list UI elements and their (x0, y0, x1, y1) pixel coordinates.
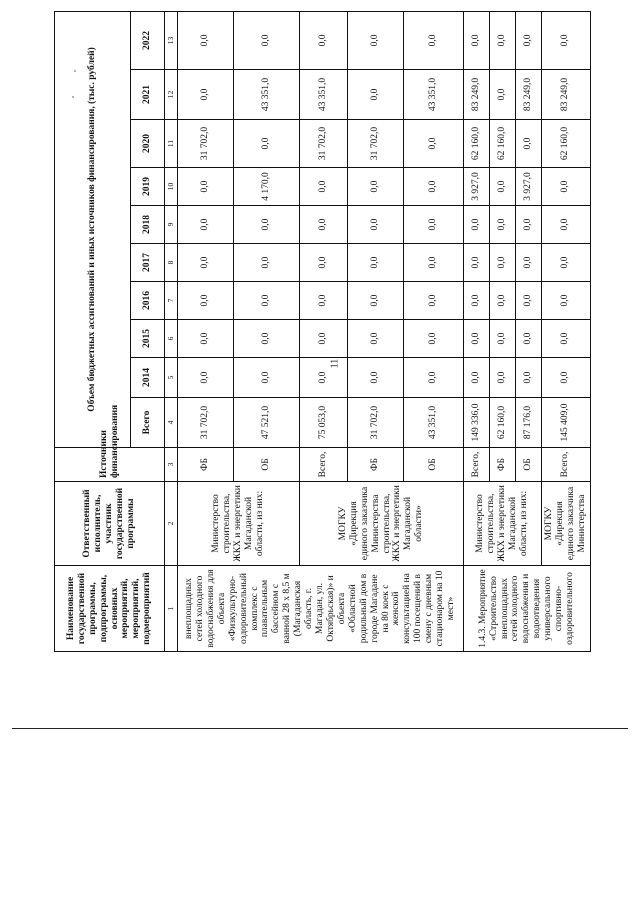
measure-name: 1.4.3. Мероприятие «Строительство внеплощадных сетей холодного водоснабжения и водоотведения универсального спортивно-оздоровительного (464, 566, 591, 652)
value-cell: 0,0 (404, 282, 464, 320)
value-cell: 0,0 (490, 206, 516, 244)
value-cell: 0,0 (178, 244, 234, 282)
header-source: Источники финансирования (55, 448, 165, 482)
column-number: 3 (165, 448, 178, 482)
value-cell: 0,0 (404, 320, 464, 358)
value-cell: 0,0 (490, 168, 516, 206)
value-cell: 0,0 (516, 358, 542, 398)
measure-name: внеплощадных сетей холодного водоснабжения для объекта «Физкультурно-оздоровительный комплекс с плавательным бассейном с ванной 28 х 8,5 м (Магаданская область, г. Магадан, ул. Октябрьская)» и объекта «Областной родильный дом в городе Магадане на 80 коек с женской консультацией на 100 посещений в смену с дневным стационаром на 10 мест» (178, 566, 464, 652)
value-cell: 0,0 (542, 282, 591, 320)
value-cell: 0,0 (348, 11, 404, 69)
value-cell: 87 176,0 (516, 398, 542, 448)
header-executor: Ответственный исполнитель, участник государственной программы (55, 482, 165, 566)
value-cell: 0,0 (404, 206, 464, 244)
column-number: 1 (165, 566, 178, 652)
value-cell: 31 702,0 (348, 398, 404, 448)
value-cell: 0,0 (234, 320, 300, 358)
value-cell: 83 249,0 (542, 70, 591, 120)
value-cell: 0,0 (178, 282, 234, 320)
header-year: Всего (131, 398, 165, 448)
value-cell: 31 702,0 (178, 120, 234, 168)
column-number: 6 (165, 320, 178, 358)
value-cell: 31 702,0 (178, 398, 234, 448)
value-cell: 62 160,0 (464, 120, 490, 168)
value-cell: 31 702,0 (300, 120, 348, 168)
value-cell: 0,0 (516, 206, 542, 244)
column-number: 8 (165, 244, 178, 282)
value-cell: 0,0 (542, 244, 591, 282)
value-cell: 0,0 (300, 168, 348, 206)
header-year: 2016 (131, 282, 165, 320)
value-cell: 43 351,0 (300, 70, 348, 120)
header-year: 2019 (131, 168, 165, 206)
column-number: 7 (165, 282, 178, 320)
funding-source: Всего, (542, 448, 591, 482)
value-cell: 62 160,0 (490, 398, 516, 448)
value-cell: 0,0 (300, 206, 348, 244)
column-number: 5 (165, 358, 178, 398)
value-cell: 4 170,0 (234, 168, 300, 206)
value-cell: 0,0 (404, 120, 464, 168)
value-cell: 0,0 (516, 244, 542, 282)
funding-source: ОБ (404, 448, 464, 482)
value-cell: 0,0 (516, 120, 542, 168)
column-number: 10 (165, 168, 178, 206)
value-cell: 0,0 (300, 244, 348, 282)
value-cell: 0,0 (516, 282, 542, 320)
value-cell: 0,0 (542, 358, 591, 398)
value-cell: 0,0 (348, 320, 404, 358)
value-cell: 31 702,0 (348, 120, 404, 168)
value-cell: 0,0 (464, 282, 490, 320)
column-number: 9 (165, 206, 178, 244)
column-number: 11 (165, 120, 178, 168)
value-cell: 149 336,0 (464, 398, 490, 448)
value-cell: 0,0 (234, 282, 300, 320)
value-cell: 0,0 (542, 168, 591, 206)
value-cell: 0,0 (516, 320, 542, 358)
value-cell: 3 927,0 (464, 168, 490, 206)
executor-ministry: Министерство строительства, ЖКХ и энергетики Магаданской области, из них: (178, 482, 300, 566)
value-cell: 0,0 (404, 358, 464, 398)
value-cell: 43 351,0 (404, 398, 464, 448)
header-year: 2017 (131, 244, 165, 282)
value-cell: 0,0 (404, 168, 464, 206)
header-year: 2014 (131, 358, 165, 398)
value-cell: 0,0 (234, 358, 300, 398)
value-cell: 0,0 (348, 244, 404, 282)
header-year: 2015 (131, 320, 165, 358)
funding-source: ФБ (178, 448, 234, 482)
value-cell: 0,0 (490, 320, 516, 358)
value-cell: 0,0 (490, 282, 516, 320)
value-cell: 0,0 (542, 11, 591, 69)
funding-source: Всего, (300, 448, 348, 482)
header-year: 2022 (131, 11, 165, 69)
value-cell: 0,0 (490, 70, 516, 120)
value-cell: 0,0 (464, 320, 490, 358)
value-cell: 0,0 (178, 11, 234, 69)
value-cell: 43 351,0 (234, 70, 300, 120)
value-cell: 0,0 (178, 70, 234, 120)
value-cell: 0,0 (178, 168, 234, 206)
value-cell: 0,0 (300, 282, 348, 320)
value-cell: 0,0 (348, 168, 404, 206)
value-cell: 0,0 (490, 358, 516, 398)
value-cell: 62 160,0 (490, 120, 516, 168)
value-cell: 75 053,0 (300, 398, 348, 448)
value-cell: 145 409,0 (542, 398, 591, 448)
executor-mogku: МОГКУ «Дирекция единого заказчика Министерства строительства, ЖКХ и энергетики Магаданской области» (300, 482, 464, 566)
column-number: 13 (165, 11, 178, 69)
column-number: 4 (165, 398, 178, 448)
value-cell: 0,0 (348, 358, 404, 398)
header-name: Наименование государственной программы, подпрограммы, основных мероприятий, мероприятий, подмероприятий (55, 566, 165, 652)
funding-source: ОБ (234, 448, 300, 482)
financing-table (54, 11, 591, 652)
value-cell: 0,0 (300, 358, 348, 398)
value-cell: 0,0 (490, 11, 516, 69)
value-cell: 0,0 (178, 358, 234, 398)
value-cell: 43 351,0 (404, 70, 464, 120)
value-cell: 0,0 (542, 320, 591, 358)
page-divider-line (12, 728, 628, 729)
value-cell: 0,0 (464, 206, 490, 244)
value-cell: 83 249,0 (516, 70, 542, 120)
value-cell: 0,0 (234, 120, 300, 168)
rotated-table-container (54, 12, 634, 652)
value-cell: 0,0 (300, 320, 348, 358)
value-cell: 0,0 (234, 206, 300, 244)
funding-source: Всего, (464, 448, 490, 482)
header-year: 2021 (131, 70, 165, 120)
value-cell: 62 160,0 (542, 120, 591, 168)
column-number: 12 (165, 70, 178, 120)
value-cell: 0,0 (348, 206, 404, 244)
value-cell: 83 249,0 (464, 70, 490, 120)
value-cell: 0,0 (464, 244, 490, 282)
value-cell: 0,0 (542, 206, 591, 244)
value-cell: 0,0 (178, 206, 234, 244)
header-year: 2020 (131, 120, 165, 168)
value-cell: 0,0 (464, 358, 490, 398)
value-cell: 0,0 (348, 70, 404, 120)
funding-source: ОБ (516, 448, 542, 482)
value-cell: 0,0 (490, 244, 516, 282)
value-cell: 0,0 (234, 244, 300, 282)
value-cell: 0,0 (348, 282, 404, 320)
value-cell: 0,0 (234, 11, 300, 69)
value-cell: 0,0 (404, 11, 464, 69)
value-cell: 0,0 (516, 11, 542, 69)
value-cell: 0,0 (178, 320, 234, 358)
funding-source: ФБ (348, 448, 404, 482)
value-cell: 0,0 (404, 244, 464, 282)
funding-source: ФБ (490, 448, 516, 482)
executor-ministry: Министерство строительства, ЖКХ и энергетики Магаданской области, из них: (464, 482, 542, 566)
header-year: 2018 (131, 206, 165, 244)
value-cell: 0,0 (464, 11, 490, 69)
value-cell: 0,0 (300, 11, 348, 69)
header-volume: Объем бюджетных ассигнований и иных источников финансирования, (тыс. рублей) (55, 11, 131, 447)
value-cell: 3 927,0 (516, 168, 542, 206)
executor-mogku: МОГКУ «Дирекция единого заказчика Министерства (542, 482, 591, 566)
value-cell: 47 521,0 (234, 398, 300, 448)
column-number: 2 (165, 482, 178, 566)
page-number: 11 (329, 358, 341, 369)
